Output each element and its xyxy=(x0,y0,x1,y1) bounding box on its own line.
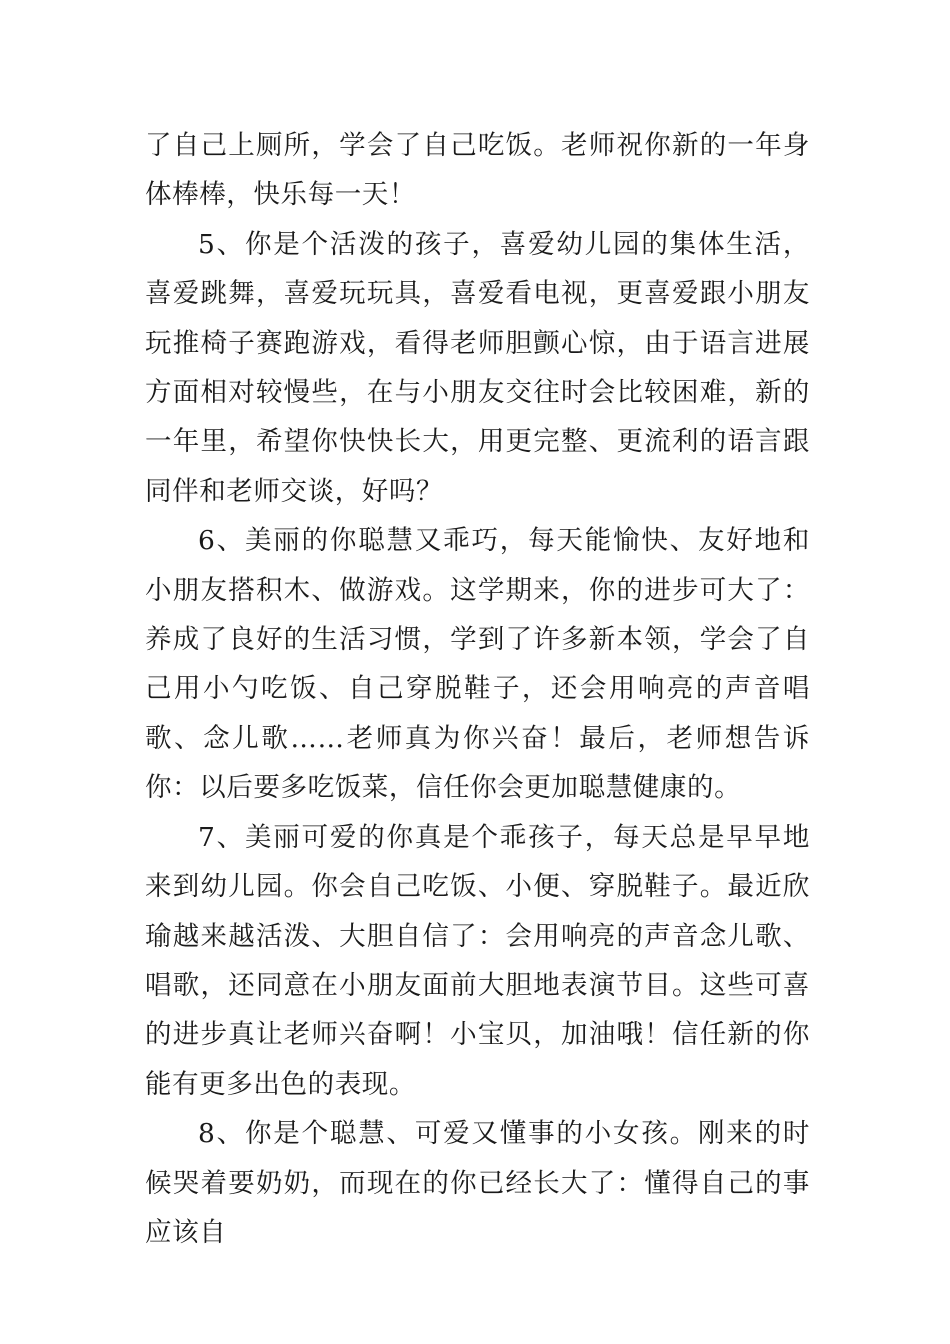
paragraph-8: 8、你是个聪慧、可爱又懂事的小女孩。刚来的时候哭着要奶奶，而现在的你已经长大了：懂得自己的事应该自 xyxy=(145,1118,810,1248)
paragraph-continuation: 了自己上厕所，学会了自己吃饭。老师祝你新的一年身体棒棒，快乐每一天！ xyxy=(145,130,810,211)
paragraph-6: 6、美丽的你聪慧又乖巧，每天能愉快、友好地和小朋友搭积木、做游戏。这学期来，你的进步可大了：养成了良好的生活习惯，学到了许多新本领，学会了自己用小勺吃饭、自己穿脱鞋子，还会用响亮的声音唱歌、念儿歌……老师真为你兴奋！最后，老师想告诉你：以后要多吃饭菜，信任你会更加聪慧健康的。 xyxy=(145,525,810,804)
paragraph-5: 5、你是个活泼的孩子，喜爱幼儿园的集体生活，喜爱跳舞，喜爱玩玩具，喜爱看电视，更喜爱跟小朋友玩推椅子赛跑游戏，看得老师胆颤心惊，由于语言进展方面相对较慢些，在与小朋友交往时会比较困难，新的一年里，希望你快快长大，用更完整、更流利的语言跟同伴和老师交谈，好吗？ xyxy=(145,228,810,507)
document-body xyxy=(145,121,810,1257)
paragraph-7: 7、美丽可爱的你真是个乖孩子，每天总是早早地来到幼儿园。你会自己吃饭、小便、穿脱鞋子。最近欣瑜越来越活泼、大胆自信了：会用响亮的声音念儿歌、唱歌，还同意在小朋友面前大胆地表演节目。这些可喜的进步真让老师兴奋啊！小宝贝，加油哦！信任新的你能有更多出色的表现。 xyxy=(145,821,810,1100)
